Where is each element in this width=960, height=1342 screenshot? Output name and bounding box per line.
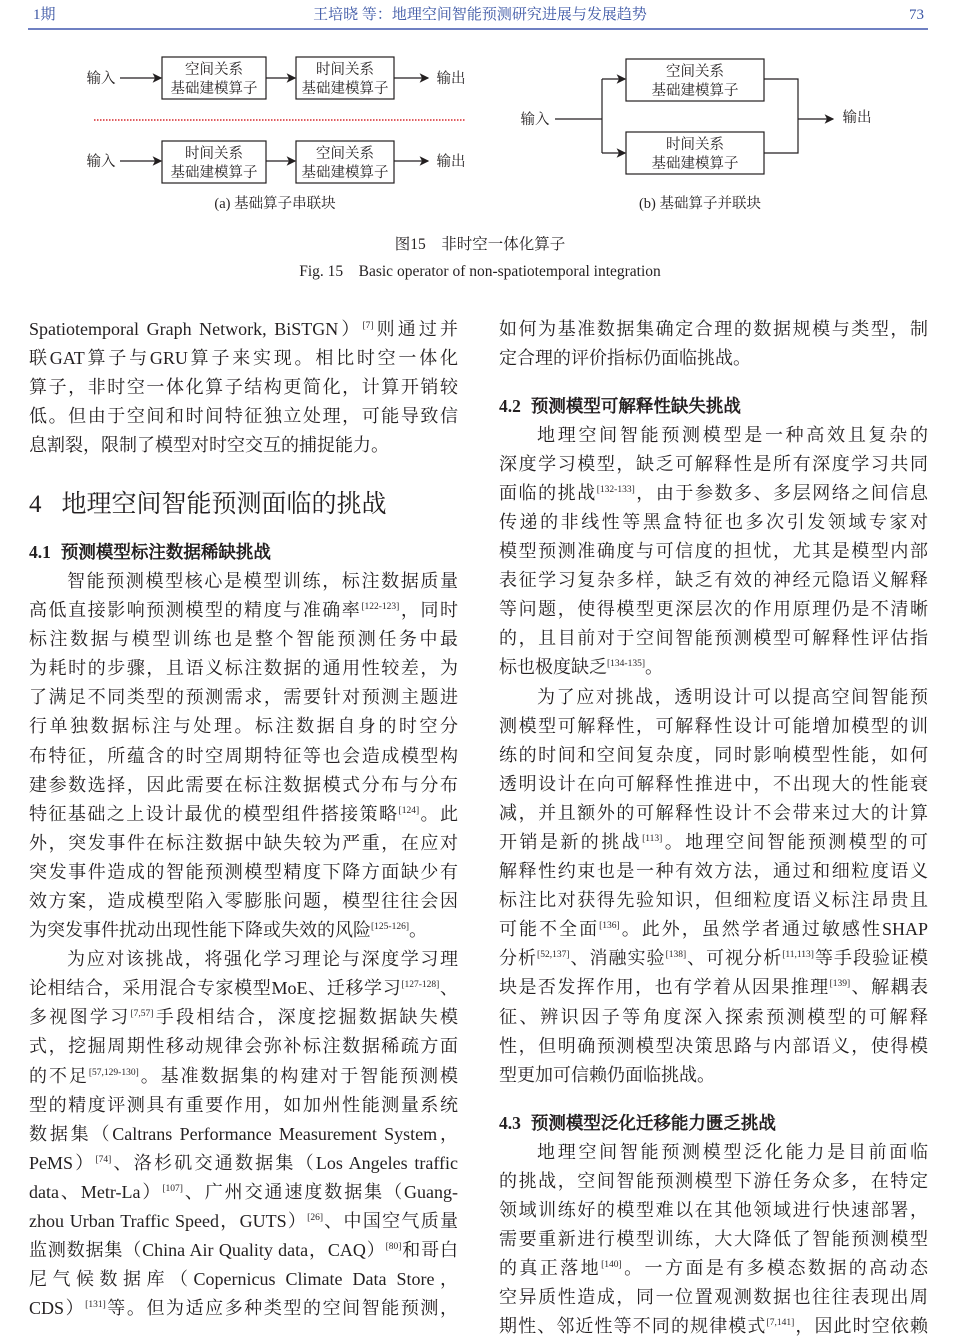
text-run: 效方案，造成模型陷入零膨胀问题，模型往往会因: [29, 891, 458, 911]
page-number: 73: [909, 7, 924, 23]
text-run: 。地理空间智能预测模型的可: [662, 832, 929, 852]
text-run: zhou Urban Traffic Speed，GUTS）: [29, 1211, 308, 1232]
text-line: [29, 858, 458, 887]
text-line: [499, 799, 928, 828]
text-line: [29, 683, 458, 712]
text-line: [29, 373, 458, 402]
box-label: 基础建模算子: [301, 165, 389, 181]
text-run: 空异质性造成，同一位置观测数据也往往表现出周: [499, 1287, 928, 1308]
citation-ref: [107]: [162, 1183, 183, 1194]
paragraph: [29, 315, 458, 460]
text-run: 息割裂，限制了模型对时空交互的捕捉能力。: [29, 434, 389, 455]
text-line: [499, 566, 928, 595]
text-line: [499, 653, 928, 682]
box-label: 时间关系: [185, 146, 243, 162]
text-run: data、Metr-La）: [29, 1181, 163, 1202]
text-run: 联GAT算子与GRU算子来实现。相比时空一体化: [29, 347, 458, 368]
text-run: 型的精度评测具有重要作用，如加州性能测量系统: [29, 1094, 458, 1115]
text-line: [499, 1003, 928, 1032]
text-line: [499, 450, 928, 479]
text-line: [29, 596, 458, 625]
text-run: 论相结合，采用混合专家模型MoE、迁移学习: [29, 978, 402, 999]
citation-ref: [74]: [95, 1154, 112, 1165]
section-number: 4.2: [499, 395, 521, 416]
text-run: 透明设计在向可解释性推进中，不出现大的性能衰: [499, 773, 928, 794]
text-line: [29, 712, 458, 741]
citation-ref: [7,57]: [130, 1009, 154, 1020]
text-line: [29, 742, 458, 771]
text-run: 。基准数据集的构建对于智能预测模: [138, 1065, 459, 1086]
text-run: 需要重新进行模型训练，大大降低了智能预测模型: [499, 1229, 928, 1250]
text-run: 等。但为适应多种类型的空间智能预测，: [105, 1298, 458, 1319]
text-run: 、解耦表: [850, 977, 929, 998]
citation-ref: [131]: [85, 1300, 106, 1311]
text-line: [29, 1178, 458, 1207]
citation-ref: [140]: [601, 1260, 622, 1271]
text-line: [499, 1061, 928, 1090]
section-title: 预测模型泛化迁移能力匮乏挑战: [530, 1112, 776, 1133]
text-run: 的，且目前对于空间智能预测模型可解释性评估指: [499, 628, 928, 649]
box-label: 基础建模算子: [301, 81, 389, 97]
text-line: [499, 1225, 928, 1254]
section-number: 4.3: [499, 1112, 521, 1133]
text-run: 手段相结合，深度挖掘数据缺失模: [153, 1007, 459, 1028]
text-line: [499, 1312, 928, 1341]
citation-ref: [138]: [665, 950, 687, 961]
citation-ref: [139]: [829, 979, 851, 990]
text-run: 则通过并: [373, 318, 459, 339]
text-line: [29, 1120, 458, 1149]
a-subcaption: (a) 基础算子串联块: [214, 196, 336, 212]
text-run: 尼气候数据库（Copernicus Climate Data Store，: [29, 1269, 458, 1290]
a-row2-input-label: 输入: [86, 154, 116, 170]
text-line: [29, 1091, 458, 1120]
text-run: 面临的挑战: [499, 482, 597, 503]
connector: [764, 79, 798, 153]
text-run: 如何为基准数据集确定合理的数据规模与类型，制: [499, 318, 928, 339]
text-line: [499, 1283, 928, 1312]
text-run: 标注数据与模型训练也是整个智能预测任务中最: [29, 629, 458, 650]
text-run: 为突发事件扰动出现性能下降或失效的风险: [29, 920, 371, 941]
text-line: [29, 402, 458, 431]
citation-ref: [136]: [599, 921, 620, 932]
text-run: 。此外，虽然学者通过敏感性SHAP: [619, 919, 928, 940]
text-run: 测模型可解释性，可解释性设计可能增加模型的训: [499, 715, 928, 736]
text-run: 和哥白: [401, 1240, 458, 1261]
box-label: 时间关系: [316, 62, 374, 78]
citation-ref: [122-123]: [361, 602, 400, 613]
text-line: [29, 916, 458, 945]
text-run: 等问题，使得模型更深层次的作用原理仍是不清晰: [499, 599, 928, 620]
figure-15-diagram: [0, 40, 960, 220]
text-line: [29, 829, 458, 858]
text-run: 、广州交通速度数据集（Guang-: [182, 1181, 459, 1202]
text-run: 块是否发挥作用，也有学着从因果推理: [499, 977, 830, 998]
text-line: [499, 421, 928, 450]
text-run: 表征学习复杂多样，缺乏有效的神经元隐语义解释: [499, 570, 928, 591]
text-run: 、: [439, 978, 459, 999]
text-run: 突发事件造成的智能预测模型精度下降方面缺少有: [29, 861, 458, 882]
text-line: [499, 624, 928, 653]
text-line: [29, 771, 458, 800]
paragraph: [499, 315, 928, 373]
citation-ref: [7,141]: [766, 1318, 795, 1329]
text-run: 练的时间和空间复杂度，同时影响模型性能，如何: [499, 744, 928, 765]
text-run: 、消融实验: [569, 948, 666, 969]
text-run: 算子，非时空一体化算子结构更简化，计算开销较: [29, 376, 458, 397]
text-run: Spatiotemporal Graph Network, BiSTGN）: [29, 318, 363, 339]
figure-caption-cn: 图15 非时空一体化算子: [394, 236, 566, 253]
citation-ref: [127-128]: [401, 980, 440, 991]
text-run: 了满足不同类型的预测需求，需要针对预测主题进: [29, 687, 458, 708]
text-run: 分析: [499, 948, 538, 969]
text-run: 传递的非线性等黑盒特征也多次引发领域专家对: [499, 511, 928, 532]
paragraph: [499, 421, 928, 683]
citation-ref: [132-133]: [596, 484, 635, 495]
text-line: [499, 1254, 928, 1283]
text-run: 深度学习模型，缺乏可解释性是所有深度学习共同: [499, 453, 928, 474]
text-run: 领域训练好的模型难以在其他领域进行快速部署，: [499, 1200, 928, 1221]
box-label: 基础建模算子: [651, 83, 739, 99]
text-run: 为应对该挑战，将强化学习理论与深度学习理: [67, 949, 458, 970]
text-line: [29, 800, 458, 829]
b-input-label: 输入: [520, 112, 550, 128]
text-run: 。一方面是有多模态数据的高动态: [621, 1258, 929, 1279]
text-run: 的不足: [29, 1065, 89, 1086]
text-line: [29, 567, 458, 596]
text-line: [29, 431, 458, 460]
section-title: 预测模型可解释性缺失挑战: [530, 395, 741, 416]
right-column: [499, 315, 928, 1342]
text-line: [29, 625, 458, 654]
box-label: 时间关系: [666, 137, 724, 153]
text-run: 智能预测模型核心是模型训练，标注数据质量: [67, 570, 458, 591]
text-run: 数据集（Caltrans Performance Measurement System，: [29, 1123, 458, 1144]
text-line: [29, 1294, 458, 1323]
text-line: [499, 857, 928, 886]
running-title: 王培晓 等：地理空间智能预测研究进展与发展趋势: [313, 7, 647, 23]
text-line: [29, 1149, 458, 1178]
text-run: 。: [645, 657, 663, 678]
text-run: ，同时: [399, 600, 459, 621]
text-run: 。: [409, 920, 427, 941]
b-subcaption: (b) 基础算子并联块: [638, 196, 762, 212]
text-run: 为了应对挑战，透明设计可以提高空间智能预: [537, 686, 928, 707]
section-heading: [29, 490, 458, 519]
box-label: 空间关系: [666, 64, 724, 80]
citation-ref: [7]: [362, 320, 374, 331]
text-run: 为耗时的步骤，且语义标注数据的通用性较差，为: [29, 658, 458, 679]
text-run: 模型预测准确度与可信度的担忧，尤其是模型内部: [499, 541, 928, 562]
text-line: [29, 315, 458, 344]
text-run: 定合理的评价指标仍面临挑战。: [499, 347, 751, 368]
b-output-label: 输出: [842, 110, 872, 126]
text-run: 型更加可信赖仍面临挑战。: [499, 1064, 715, 1085]
text-line: [499, 315, 928, 344]
paragraph: [499, 1138, 928, 1342]
subsection-heading: [499, 392, 928, 421]
text-line: [499, 537, 928, 566]
figure-caption-en: Fig. 15 Basic operator of non-spatiotemporal integration: [299, 263, 661, 280]
citation-ref: [26]: [307, 1213, 323, 1224]
text-line: [499, 1167, 928, 1196]
text-run: 开销是新的挑战: [499, 832, 643, 852]
text-run: 的挑战，空间智能预测模型下游任务众多，在特定: [499, 1170, 928, 1191]
text-run: ，因此时空依赖: [794, 1316, 928, 1337]
citation-ref: [52,137]: [537, 950, 570, 961]
text-run: 多视图学习: [29, 1007, 131, 1028]
subsection-heading: [499, 1109, 928, 1138]
text-line: [499, 344, 928, 373]
text-line: [29, 654, 458, 683]
text-line: [499, 1138, 928, 1167]
box-label: 空间关系: [316, 146, 374, 162]
text-run: 期性、邻近性等不同的规律模式: [499, 1316, 767, 1337]
text-line: [499, 741, 928, 770]
section-number: 4: [29, 490, 42, 518]
text-run: 、洛杉矶交通数据集（Los Angeles traffic: [111, 1152, 458, 1173]
text-line: [499, 828, 928, 857]
text-line: [29, 344, 458, 373]
text-run: 征、辨识因子等角度深入探索预测模型的可解释: [499, 1006, 928, 1027]
text-line: [499, 595, 928, 624]
text-line: [29, 1265, 458, 1294]
text-line: [29, 1062, 458, 1091]
a-row1-input-label: 输入: [86, 71, 116, 87]
text-run: ，由于参数多、多层网络之间信息: [634, 482, 928, 503]
text-run: 标也极度缺乏: [499, 657, 607, 678]
text-run: 、中国空气质量: [322, 1211, 458, 1232]
text-run: 低。但由于空间和时间特征独立处理，可能导致信: [29, 405, 458, 426]
citation-ref: [134-135]: [607, 659, 645, 670]
citation-ref: [57,129-130]: [88, 1067, 139, 1078]
paragraph: [29, 567, 458, 945]
text-line: [499, 508, 928, 537]
text-line: [499, 479, 928, 508]
text-run: 地理空间智能预测模型泛化能力是目前面临: [537, 1141, 928, 1162]
text-run: 地理空间智能预测模型是一种高效且复杂的: [537, 424, 928, 445]
text-run: 高低直接影响预测模型的精度与准确率: [29, 600, 362, 621]
text-run: 等手段验证模: [813, 948, 929, 969]
text-line: [499, 944, 928, 973]
text-run: 、可视分析: [686, 948, 783, 969]
text-run: 外，突发事件在标注数据中缺失较为严重，在应对: [29, 832, 458, 853]
text-line: [29, 1236, 458, 1265]
text-run: 解释性约束也是一种有效方法，通过和细粒度语义: [499, 861, 928, 882]
text-run: 的真正落地: [499, 1258, 602, 1279]
text-run: 式，挖掘周期性移动规律会弥补标注数据稀疏方面: [29, 1036, 458, 1057]
text-run: 行单独数据标注与处理。标注数据自身的时空分: [29, 716, 458, 737]
citation-ref: [80]: [385, 1242, 402, 1253]
text-line: [499, 770, 928, 799]
citation-ref: [124]: [398, 805, 420, 816]
text-run: 布特征，所蕴含的时空周期特征等也会造成模型构: [29, 745, 458, 766]
citation-ref: [125-126]: [371, 922, 409, 933]
citation-ref: [113]: [642, 834, 663, 844]
text-run: 特征基础之上设计最优的模型组件搭接策略: [29, 803, 399, 824]
citation-ref: [11,113]: [782, 950, 814, 961]
text-run: 性，但明确预测模型决策思路与内部语义，使得模: [499, 1035, 928, 1056]
text-run: 建参数选择，因此需要在标注数据模式分布与分布: [29, 774, 458, 795]
text-run: 。此: [419, 803, 459, 824]
subsection-heading: [29, 538, 458, 567]
text-line: [29, 887, 458, 916]
text-run: 可能不全面: [499, 919, 600, 940]
text-line: [29, 974, 458, 1003]
box-label: 基础建模算子: [170, 81, 258, 97]
issue-label: 1期: [33, 7, 56, 23]
text-run: PeMS）: [29, 1152, 96, 1173]
text-line: [29, 1207, 458, 1236]
text-line: [499, 973, 928, 1002]
box-label: 空间关系: [185, 62, 243, 78]
section-title: 预测模型标注数据稀缺挑战: [60, 541, 271, 562]
a-row2-output-label: 输出: [436, 154, 466, 170]
header-rule: [28, 28, 928, 30]
text-line: [499, 915, 928, 944]
box-label: 基础建模算子: [170, 165, 258, 181]
text-line: [499, 1032, 928, 1061]
text-run: 减，并且额外的可解释性设计不会带来过大的计算: [499, 802, 928, 823]
section-number: 4.1: [29, 541, 51, 562]
box-label: 基础建模算子: [651, 156, 739, 172]
text-run: 标注比对获得先验知识，但细粒度语义标注昂贵且: [499, 890, 928, 911]
text-line: [499, 1196, 928, 1225]
text-line: [499, 886, 928, 915]
text-line: [499, 712, 928, 741]
text-line: [499, 683, 928, 712]
paragraph: [29, 945, 458, 1323]
text-run: 监测数据集（China Air Quality data，CAQ）: [29, 1240, 386, 1261]
text-line: [29, 1003, 458, 1032]
left-column: [29, 315, 458, 1324]
paragraph: [499, 683, 928, 1090]
text-line: [29, 1032, 458, 1061]
section-title: 地理空间智能预测面临的挑战: [61, 490, 387, 518]
text-run: CDS）: [29, 1298, 86, 1319]
a-row1-output-label: 输出: [436, 71, 466, 87]
text-line: [29, 945, 458, 974]
